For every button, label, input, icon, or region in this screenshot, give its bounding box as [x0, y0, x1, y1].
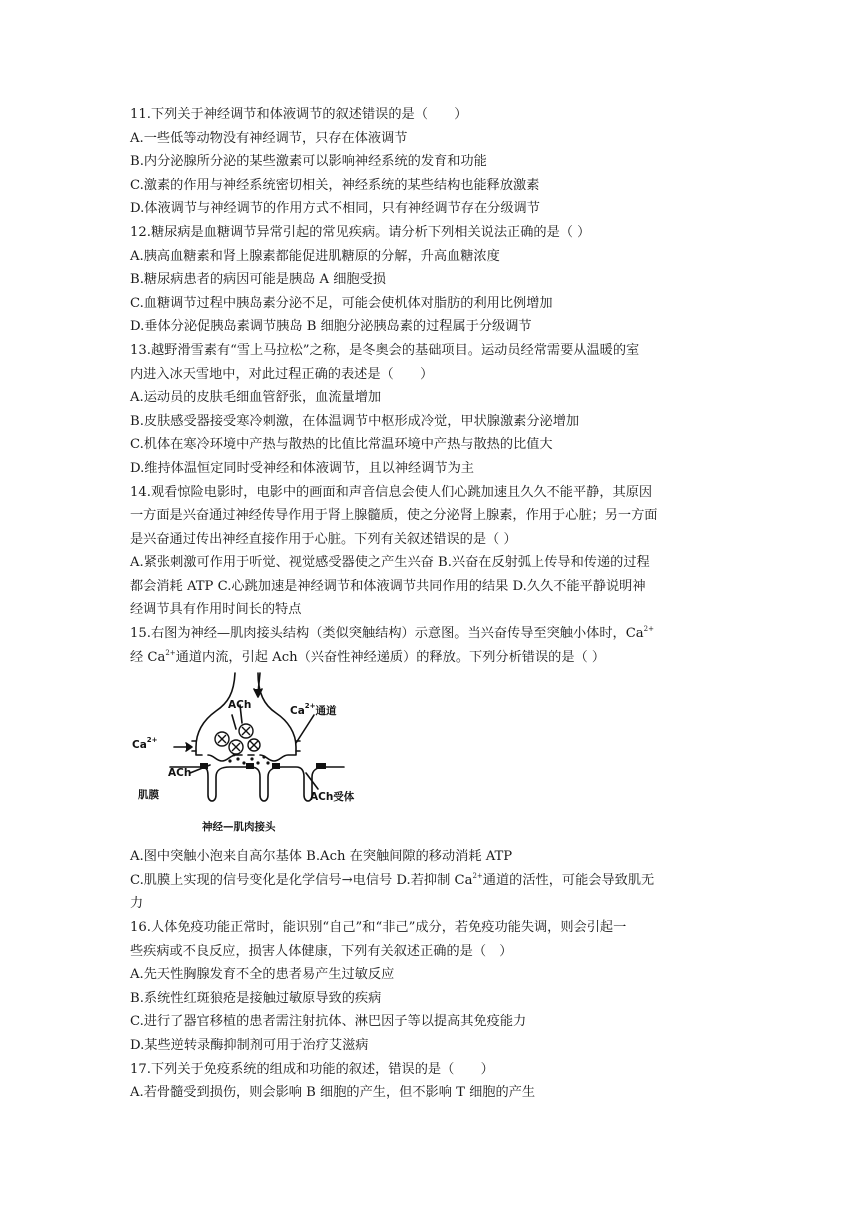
q17-stem: 17.下列关于免疫系统的组成和功能的叙述，错误的是（ ） [130, 1061, 494, 1077]
q17-option-a: A.若骨髓受到损伤，则会影响 B 细胞的产生，但不影响 T 细胞的产生 [130, 1085, 536, 1101]
q14-stem-line-3: 是兴奋通过传出神经直接作用于心脏。下列有关叙述错误的是（ ） [130, 531, 517, 547]
q16-option-b: B.系统性红斑狼疮是接触过敏原导致的疾病 [130, 990, 382, 1006]
q15-stem-line-1 [130, 622, 740, 646]
q15-option-text: C.肌膜上实现的信号变化是化学信号→电信号 D.若抑制 Ca [130, 872, 473, 888]
q11-option-a: A.一些低等动物没有神经调节，只存在体液调节 [130, 130, 408, 146]
q15-stem-text: 通道内流，引起 Ach（兴奋性神经递质）的释放。下列分析错误的是（ ） [175, 649, 606, 665]
ach-receptors [200, 763, 326, 769]
q12-option-c: C.血糖调节过程中胰岛素分泌不足，可能会使机体对脂肪的利用比例增加 [130, 295, 553, 311]
q13-option-b: B.皮肤感受器接受寒冷刺激，在体温调节中枢形成冷觉，甲状腺激素分泌增加 [130, 413, 580, 429]
q13-option-d: D.维持体温恒定同时受神经和体液调节，且以神经调节为主 [130, 460, 474, 476]
q14-options-line-2: 都会消耗 ATP C.心跳加速是神经调节和体液调节共同作用的结果 D.久久不能平静说明神 [130, 578, 646, 594]
superscript: 2+ [304, 702, 316, 711]
label-text: 通道 [315, 705, 337, 718]
q16-stem-line-2: 些疾病或不良反应，损害人体健康，下列有关叙述正确的是（ ） [130, 943, 513, 959]
q14-stem-line-1: 14.观看惊险电影时，电影中的画面和声音信息会使人们心跳加速且久久不能平静，其原因 [130, 484, 653, 500]
q12-stem: 12.糖尿病是血糖调节异常引起的常见疾病。请分析下列相关说法正确的是（ ） [130, 224, 591, 240]
q12-option-a: A.胰高血糖素和肾上腺素都能促进肌糖原的分解，升高血糖浓度 [130, 248, 500, 264]
q12-option-b: B.糖尿病患者的病因可能是胰岛 A 细胞受损 [130, 272, 386, 288]
q13-stem-line-2: 内进入冰天雪地中，对此过程正确的表述是（ ） [130, 366, 434, 382]
ach-cleft-label: ACh [168, 767, 192, 780]
label-text: Ca [132, 739, 147, 752]
q14-options-line-1: A.紧张刺激可作用于听觉、视觉感受器使之产生兴奋 B.兴奋在反射弧上传导和传递的过程 [130, 555, 650, 571]
q15-option-text: 通道的活性，可能会导致肌无 [482, 872, 655, 888]
q13-stem-line-1: 13.越野滑雪素有“雪上马拉松”之称，是冬奥会的基础项目。运动员经常需要从温暖的室 [130, 342, 640, 358]
q11-option-c: C.激素的作用与神经系统密切相关，神经系统的某些结构也能释放激素 [130, 177, 540, 193]
q13-option-a: A.运动员的皮肤毛细血管舒张，血流量增加 [130, 390, 382, 406]
ach-label-top: ACh [228, 699, 252, 712]
q16-option-a: A.先天性胸腺发育不全的患者易产生过敏反应 [130, 967, 395, 983]
neuromuscular-junction-figure [130, 671, 370, 841]
q12-option-d: D.垂体分泌促胰岛素调节胰岛 B 细胞分泌胰岛素的过程属于分级调节 [130, 319, 532, 335]
q15-stem-text: 15.右图为神经—肌肉接头结构（类似突触结构）示意图。当兴奋传导至突触小体时，Ca [130, 626, 644, 642]
exam-page [130, 103, 740, 1105]
q15-options-line-3: 力 [130, 896, 144, 912]
q15-stem-line-2 [130, 646, 740, 670]
presynaptic-membrane [196, 673, 296, 761]
q15-options-line-1: A.图中突触小泡来自高尔基体 B.Ach 在突触间隙的移动消耗 ATP [130, 849, 513, 865]
q15-options-line-2 [130, 869, 740, 893]
neuromuscular-junction-diagram [130, 671, 370, 841]
muscle-membrane-label: 肌膜 [138, 789, 159, 802]
q16-stem-line-1: 16.人体免疫功能正常时，能识别“自己”和“非己”成分，若免疫功能失调，则会引起一 [130, 920, 627, 936]
q11-option-d: D.体液调节与神经调节的作用方式不相同，只有神经调节存在分级调节 [130, 201, 540, 217]
q13-option-c: C.机体在寒冷环境中产热与散热的比值比常温环境中产热与散热的比值大 [130, 437, 553, 453]
superscript: 2+ [643, 625, 654, 634]
q11-option-b: B.内分泌腺所分泌的某些激素可以影响神经系统的发育和功能 [130, 154, 487, 170]
superscript: 2+ [472, 871, 483, 880]
ca-left-label [132, 736, 158, 752]
q14-stem-line-2: 一方面是兴奋通过神经传导作用于肾上腺髓质，使之分泌肾上腺素，作用于心脏；另一方面 [130, 508, 658, 524]
label-text: Ca [290, 705, 305, 718]
superscript: 2+ [165, 648, 176, 657]
q16-option-d: D.某些逆转录酶抑制剂可用于治疗艾滋病 [130, 1038, 369, 1053]
ach-receptor-label: ACh受体 [310, 791, 355, 804]
q14-options-line-3: 经调节具有作用时间长的特点 [130, 602, 302, 618]
q15-stem-text: 经 Ca [130, 649, 166, 665]
synaptic-vesicles [215, 724, 260, 754]
q11-stem: 11.下列关于神经调节和体液调节的叙述错误的是（ ） [130, 107, 468, 122]
q16-option-c: C.进行了器官移植的患者需注射抗体、淋巴因子等以提高其免疫能力 [130, 1014, 527, 1030]
figure-caption: 神经—肌肉接头 [202, 821, 276, 834]
ca-channel-label [290, 703, 337, 718]
superscript: 2+ [146, 736, 158, 745]
